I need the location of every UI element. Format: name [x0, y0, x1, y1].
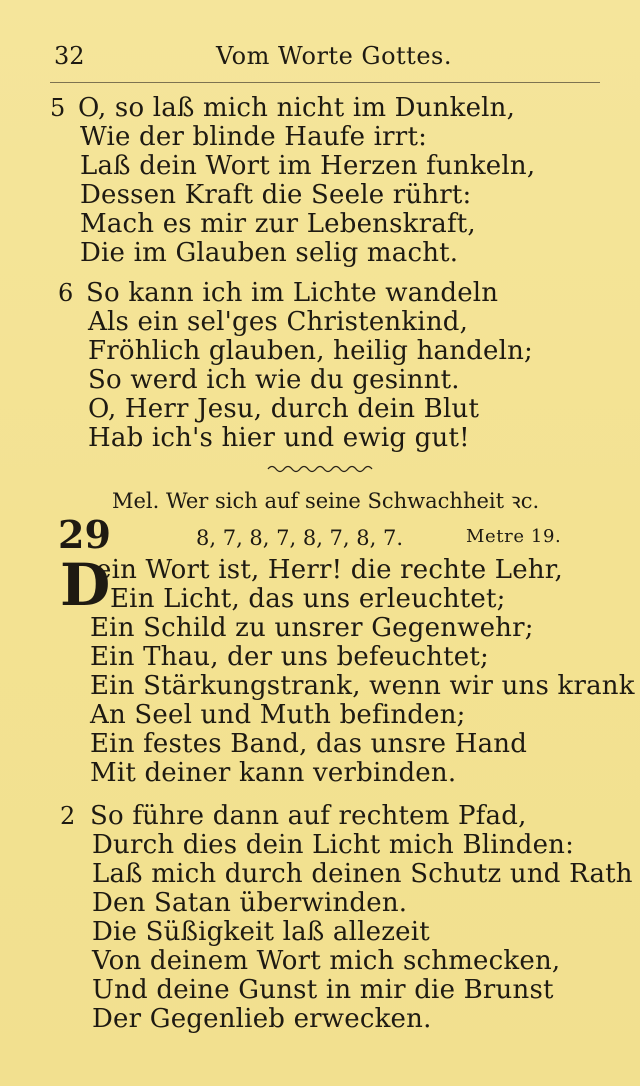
page-number: 32: [54, 42, 85, 70]
verse-line: Wie der blinde Haufe irrt:: [80, 122, 428, 152]
stanza-number: 6: [58, 279, 74, 307]
verse-line: Ein Licht, das uns erleuchtet;: [110, 584, 506, 614]
verse-line: Ein Thau, der uns befeuchtet;: [90, 642, 489, 672]
stanza-number: 2: [60, 802, 76, 830]
verse-line: Fröhlich glauben, heilig handeln;: [88, 336, 534, 366]
verse-line: Hab ich's hier und ewig gut!: [88, 423, 470, 453]
header-rule: [50, 82, 600, 83]
verse-line: Die Süßigkeit laß allezeit: [92, 917, 430, 947]
drop-cap: D: [60, 551, 111, 619]
verse-line: Die im Glauben selig macht.: [80, 238, 459, 268]
stanza-lines: [86, 279, 626, 453]
verse-line: Ein Schild zu unsrer Gegenwehr;: [90, 613, 534, 643]
meter-digits: 8, 7, 8, 7, 8, 7, 8, 7.: [196, 526, 404, 550]
running-title: Vom Worte Gottes.: [216, 42, 452, 70]
verse-line: Laß dein Wort im Herzen funkeln,: [80, 151, 536, 181]
melody-reference: Mel. Wer sich auf seine Schwachheit ꝛc.: [112, 489, 540, 513]
verse-line: O, so laß mich nicht im Dunkeln,: [78, 93, 516, 123]
verse-line: Von deinem Wort mich schmecken,: [92, 946, 561, 976]
verse-line: O, Herr Jesu, durch dein Blut: [88, 394, 480, 424]
page-header: [48, 40, 604, 74]
verse-line: Mach es mir zur Lebenskraft,: [80, 209, 476, 239]
verse-line: So werd ich wie du gesinnt.: [88, 365, 460, 395]
stanza-number: 5: [50, 94, 66, 122]
verse-line: So führe dann auf rechtem Pfad,: [90, 801, 527, 831]
verse-line: So kann ich im Lichte wandeln: [86, 278, 499, 308]
stanza-lines: [90, 801, 633, 1034]
verse-line: Ein Stärkungstrank, wenn wir uns krank: [90, 671, 635, 701]
verse-line: Den Satan überwinden.: [92, 888, 408, 918]
verse-line: Der Gegenlieb erwecken.: [92, 1004, 432, 1034]
hymn-number: 29: [58, 512, 111, 557]
verse-line: Und deine Gunst in mir die Brunst: [92, 975, 554, 1005]
verse-line: ein Wort ist, Herr! die rechte Lehr,: [96, 555, 563, 585]
verse-line: Ein festes Band, das unsre Hand: [90, 729, 528, 759]
verse-line: Dessen Kraft die Seele rührt:: [80, 180, 472, 210]
meter-label: Metre 19.: [466, 526, 562, 547]
verse-line: Durch dies dein Licht mich Blinden:: [92, 830, 575, 860]
hymn-stanza-1: [90, 555, 635, 788]
ornament-divider-icon: [266, 461, 376, 477]
verse-line: An Seel und Muth befinden;: [90, 700, 466, 730]
verse-line: Als ein sel'ges Christenkind,: [88, 307, 469, 337]
verse-line: Mit deiner kann verbinden.: [90, 758, 457, 788]
stanza-lines: [78, 94, 618, 268]
verse-line: Laß mich durch deinen Schutz und Rath: [92, 859, 633, 889]
